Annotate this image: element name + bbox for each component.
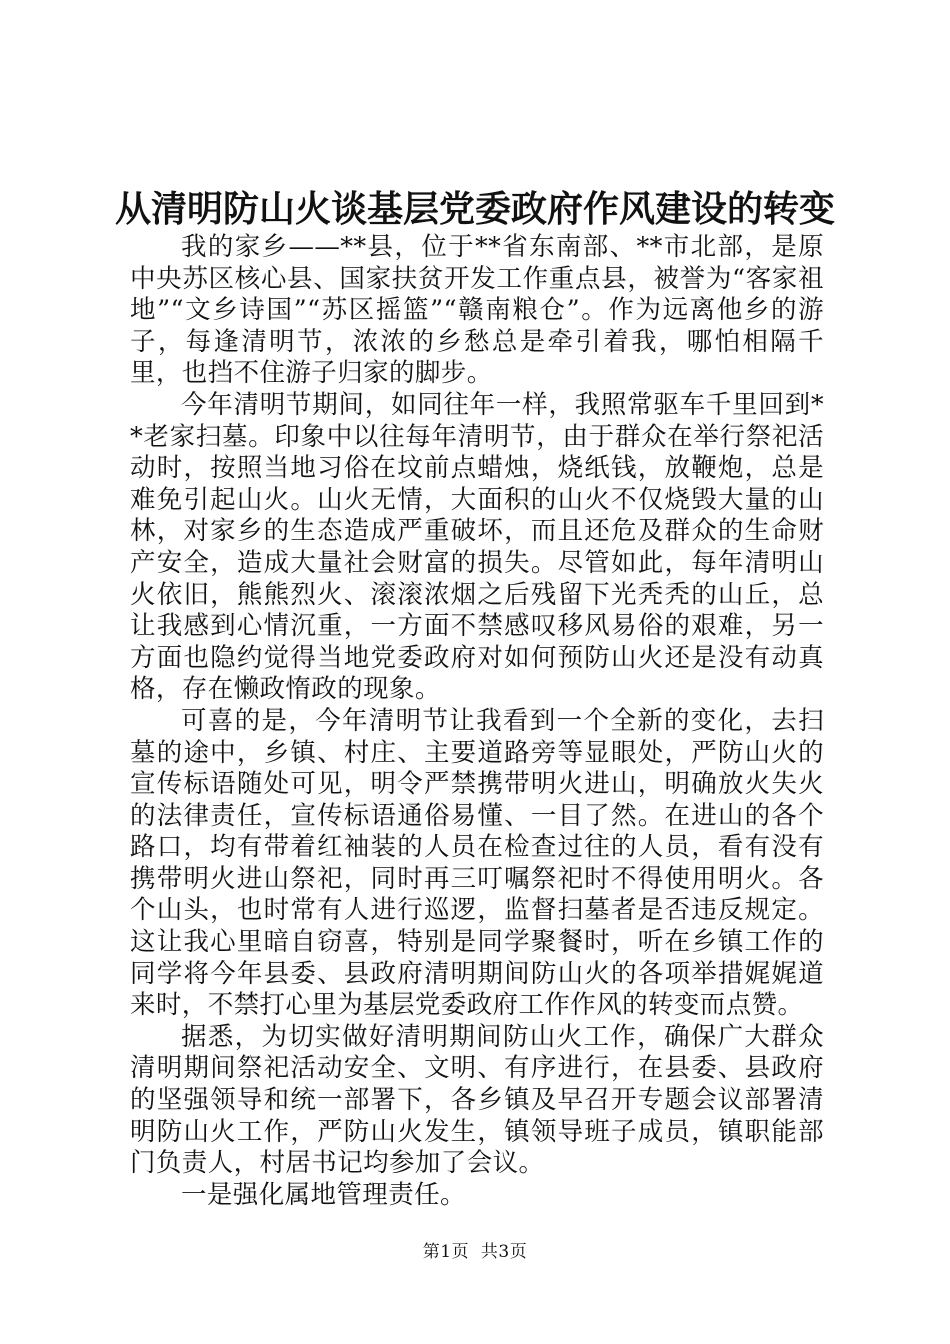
document-title: 从清明防山火谈基层党委政府作风建设的转变 xyxy=(114,188,835,230)
paragraph: 一是强化属地管理责任。 xyxy=(181,1179,466,1210)
paragraph: 今年清明节期间，如同往年一样，我照常驱车千里回到**老家扫墓。印象中以往每年清明节，由于群众在举行祭祀活动时，按照当地习俗在坟前点蜡烛，烧纸钱，放鞭炮，总是难免引起山火。山火无情，大面积的山火不仅烧毁大量的山林，对家乡的生态造成严重破坏，而且还危及群众的生命财产安全，造成大量社会财富的损失。尽管如此，每年清明山火依旧，熊熊烈火、滚滚浓烟之后残留下光秃秃的山丘，总让我感到心情沉重，一方面不禁感叹移风易俗的艰难，另一方面也隐约觉得当地党委政府对如何预防山火还是没有动真格，存在懒政惰政的现象。 xyxy=(130,389,824,705)
page-footer xyxy=(0,1240,950,1264)
document-body xyxy=(130,232,824,1211)
paragraph: 据悉，为切实做好清明期间防山火工作，确保广大群众清明期间祭祀活动安全、文明、有序进行，在县委、县政府的坚强领导和统一部署下，各乡镇及早召开专题会议部署清明防山火工作，严防山火发生，镇领导班子成员，镇职能部门负责人，村居书记均参加了会议。 xyxy=(130,1021,824,1179)
paragraph: 我的家乡——**县，位于**省东南部、**市北部，是原中央苏区核心县、国家扶贫开发工作重点县，被誉为“客家祖地”“文乡诗国”“苏区摇篮”“赣南粮仓”。作为远离他乡的游子，每逢清明节，浓浓的乡愁总是牵引着我，哪怕相隔千里，也挡不住游子归家的脚步。 xyxy=(130,232,824,389)
paragraph: 可喜的是，今年清明节让我看到一个全新的变化，去扫墓的途中，乡镇、村庄、主要道路旁等显眼处，严防山火的宣传标语随处可见，明令严禁携带明火进山，明确放火失火的法律责任，宣传标语通俗易懂、一目了然。在进山的各个路口，均有带着红袖装的人员在检查过往的人员，看有没有携带明火进山祭祀，同时再三叮嘱祭祀时不得使用明火。各个山头，也时常有人进行巡逻，监督扫墓者是否违反规定。这让我心里暗自窃喜，特别是同学聚餐时，听在乡镇工作的同学将今年县委、县政府清明期间防山火的各项举措娓娓道来时，不禁打心里为基层党委政府工作作风的转变而点赞。 xyxy=(130,705,824,1021)
page-indicator: 第1页 共3页 xyxy=(422,1242,528,1262)
